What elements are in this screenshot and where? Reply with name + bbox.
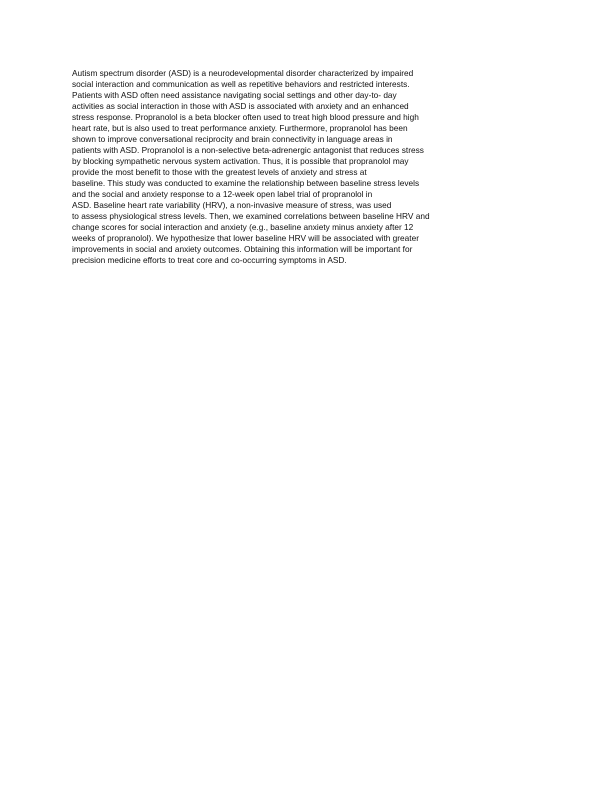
paragraph-line: and the social and anxiety response to a 12-week open label trial of propranolol in bbox=[72, 189, 373, 199]
abstract-paragraph bbox=[72, 68, 552, 266]
paragraph-line: provide the most benefit to those with the greatest levels of anxiety and stress at bbox=[72, 167, 367, 177]
paragraph-line: weeks of propranolol). We hypothesize that lower baseline HRV will be associated with greater bbox=[72, 233, 419, 243]
paragraph-line: ASD. Baseline heart rate variability (HRV), a non-invasive measure of stress, was used bbox=[72, 200, 392, 210]
paragraph-line: Autism spectrum disorder (ASD) is a neurodevelopmental disorder characterized by impaired bbox=[72, 68, 414, 78]
paragraph-line: by blocking sympathetic nervous system activation. Thus, it is possible that propranolol may bbox=[72, 156, 409, 166]
paragraph-line: improvements in social and anxiety outcomes. Obtaining this information will be important for bbox=[72, 244, 413, 254]
paragraph-line: patients with ASD. Propranolol is a non-selective beta-adrenergic antagonist that reduces stress bbox=[72, 145, 424, 155]
paragraph-line: activities as social interaction in those with ASD is associated with anxiety and an enhanced bbox=[72, 101, 409, 111]
paragraph-line: social interaction and communication as well as repetitive behaviors and restricted interests. bbox=[72, 79, 410, 89]
paragraph-line: shown to improve conversational reciprocity and brain connectivity in language areas in bbox=[72, 134, 393, 144]
paragraph-line: heart rate, but is also used to treat performance anxiety. Furthermore, propranolol has been bbox=[72, 123, 408, 133]
paragraph-line: to assess physiological stress levels. Then, we examined correlations between baseline HRV and bbox=[72, 211, 430, 221]
paragraph-line: baseline. This study was conducted to examine the relationship between baseline stress levels bbox=[72, 178, 420, 188]
paragraph-line: change scores for social interaction and anxiety (e.g., baseline anxiety minus anxiety after 12 bbox=[72, 222, 414, 232]
paragraph-line: Patients with ASD often need assistance navigating social settings and other day-to- day bbox=[72, 90, 397, 100]
paragraph-line: stress response. Propranolol is a beta blocker often used to treat high blood pressure and high bbox=[72, 112, 419, 122]
paragraph-line: precision medicine efforts to treat core and co-occurring symptoms in ASD. bbox=[72, 255, 347, 265]
